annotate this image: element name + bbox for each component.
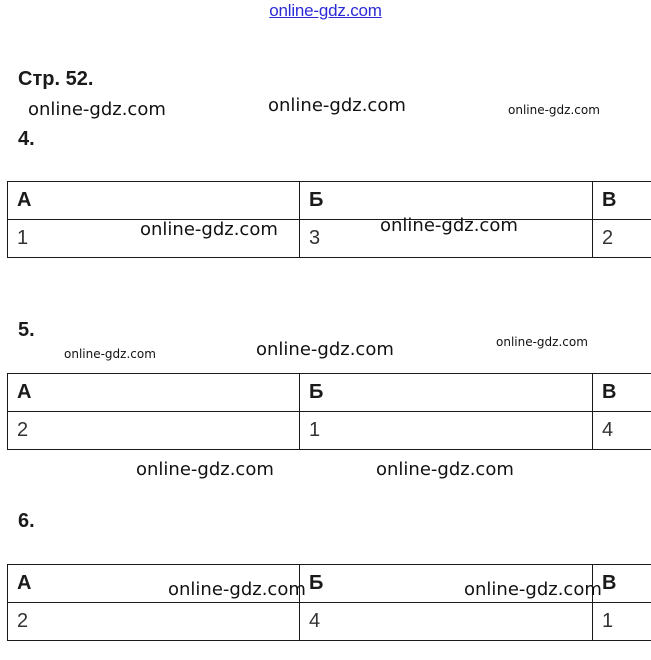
header-cell-a: А: [8, 565, 300, 603]
header-cell-v: В: [593, 565, 651, 603]
header-cell-v: В: [593, 374, 651, 412]
page-label: Стр. 52.: [18, 68, 94, 90]
watermark: online-gdz.com: [496, 335, 588, 349]
value-cell-b: 4: [300, 603, 593, 641]
table-header-row: [8, 182, 651, 220]
task-number-6: 6.: [18, 510, 35, 532]
watermark: online-gdz.com: [380, 215, 518, 236]
task-number-5: 5.: [18, 319, 35, 341]
table-value-row: [8, 220, 651, 258]
table-header-row: [8, 374, 651, 412]
task-number-4: 4.: [18, 128, 35, 150]
value-cell-a: 1: [8, 220, 300, 258]
watermark: online-gdz.com: [168, 579, 306, 600]
value-cell-a: 2: [8, 412, 300, 450]
answer-table-6: [7, 564, 651, 641]
watermark: online-gdz.com: [268, 95, 406, 116]
watermark: online-gdz.com: [136, 459, 274, 480]
value-cell-b: 1: [300, 412, 593, 450]
value-cell-a: 2: [8, 603, 300, 641]
watermark: online-gdz.com: [464, 579, 602, 600]
header-cell-v: В: [593, 182, 651, 220]
site-header-link[interactable]: online-gdz.com: [269, 1, 382, 20]
answer-table-4: [7, 181, 651, 258]
watermark: online-gdz.com: [508, 103, 600, 117]
table-value-row: [8, 603, 651, 641]
watermark: online-gdz.com: [376, 459, 514, 480]
value-cell-v: 4: [593, 412, 651, 450]
value-cell-b: 3: [300, 220, 593, 258]
value-cell-v: 1: [593, 603, 651, 641]
header-cell-a: А: [8, 374, 300, 412]
watermark: online-gdz.com: [256, 339, 394, 360]
header-cell-b: Б: [300, 374, 593, 412]
header-cell-b: Б: [300, 182, 593, 220]
watermark: online-gdz.com: [28, 99, 166, 120]
watermark: online-gdz.com: [140, 219, 278, 240]
answer-table-5: [7, 373, 651, 450]
header-cell-b: Б: [300, 565, 593, 603]
header-cell-a: А: [8, 182, 300, 220]
watermark: online-gdz.com: [64, 347, 156, 361]
table-value-row: [8, 412, 651, 450]
value-cell-v: 2: [593, 220, 651, 258]
